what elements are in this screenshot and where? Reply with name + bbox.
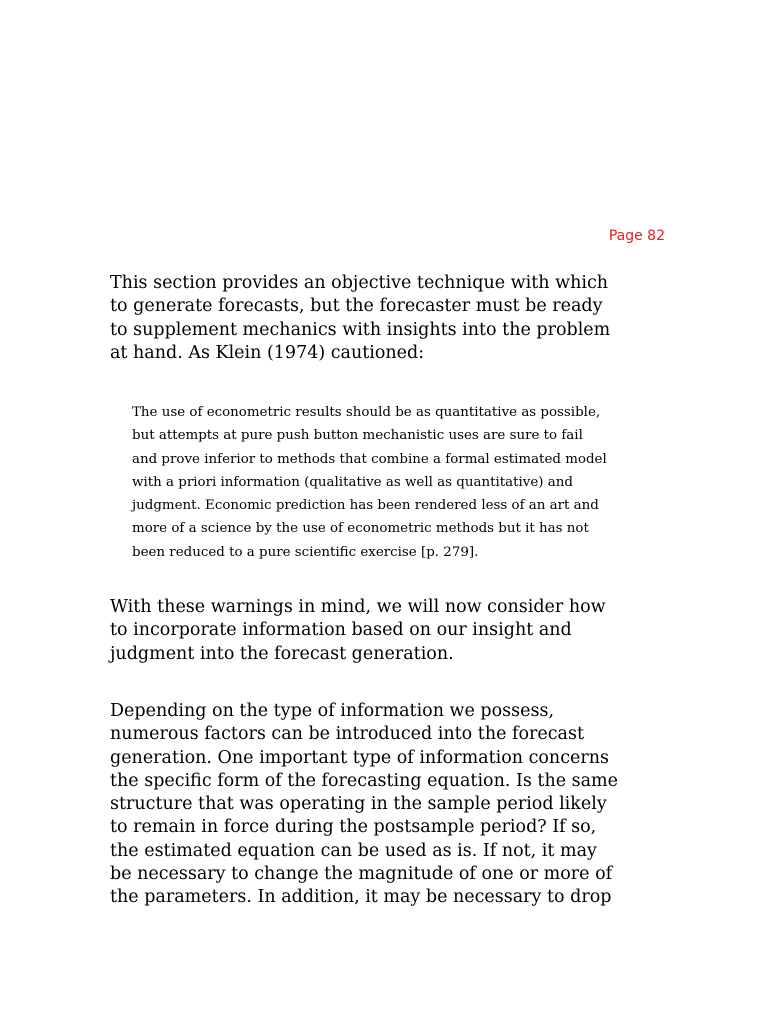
- klein-quote: The use of econometric results should be as quantitative as possible, but attempts at pure push button mechanistic uses are sure to fail and prove inferior to methods that combine a formal estimated model with a priori information (qualitative as well as quantitative) and judgment. Economic prediction has been rendered less of an art and more of a science by the use of econometric methods but it has not been reduced to a pure scientific exercise [p. 279].: [132, 405, 607, 560]
- information-paragraph: Depending on the type of information we possess, numerous factors can be introduced into the forecast generation. One important type of information concerns the specific form of the forecasting equation. Is the same structure that was operating in the sample period likely to remain in force during the postsample period? If so, the estimated equation can be used as is. If not, it may be necessary to change the magnitude of one or more of the parameters. In addition, it may be necessary to drop: [110, 701, 619, 908]
- intro-paragraph: This section provides an objective technique with which to generate forecasts, but the forecaster must be ready to supplement mechanics with insights into the problem at hand. As Klein (1974) cautioned:: [110, 273, 611, 363]
- warnings-paragraph: With these warnings in mind, we will now consider how to incorporate information based on our insight and judgment into the forecast generation.: [110, 597, 606, 664]
- page-number: Page 82: [608, 228, 665, 244]
